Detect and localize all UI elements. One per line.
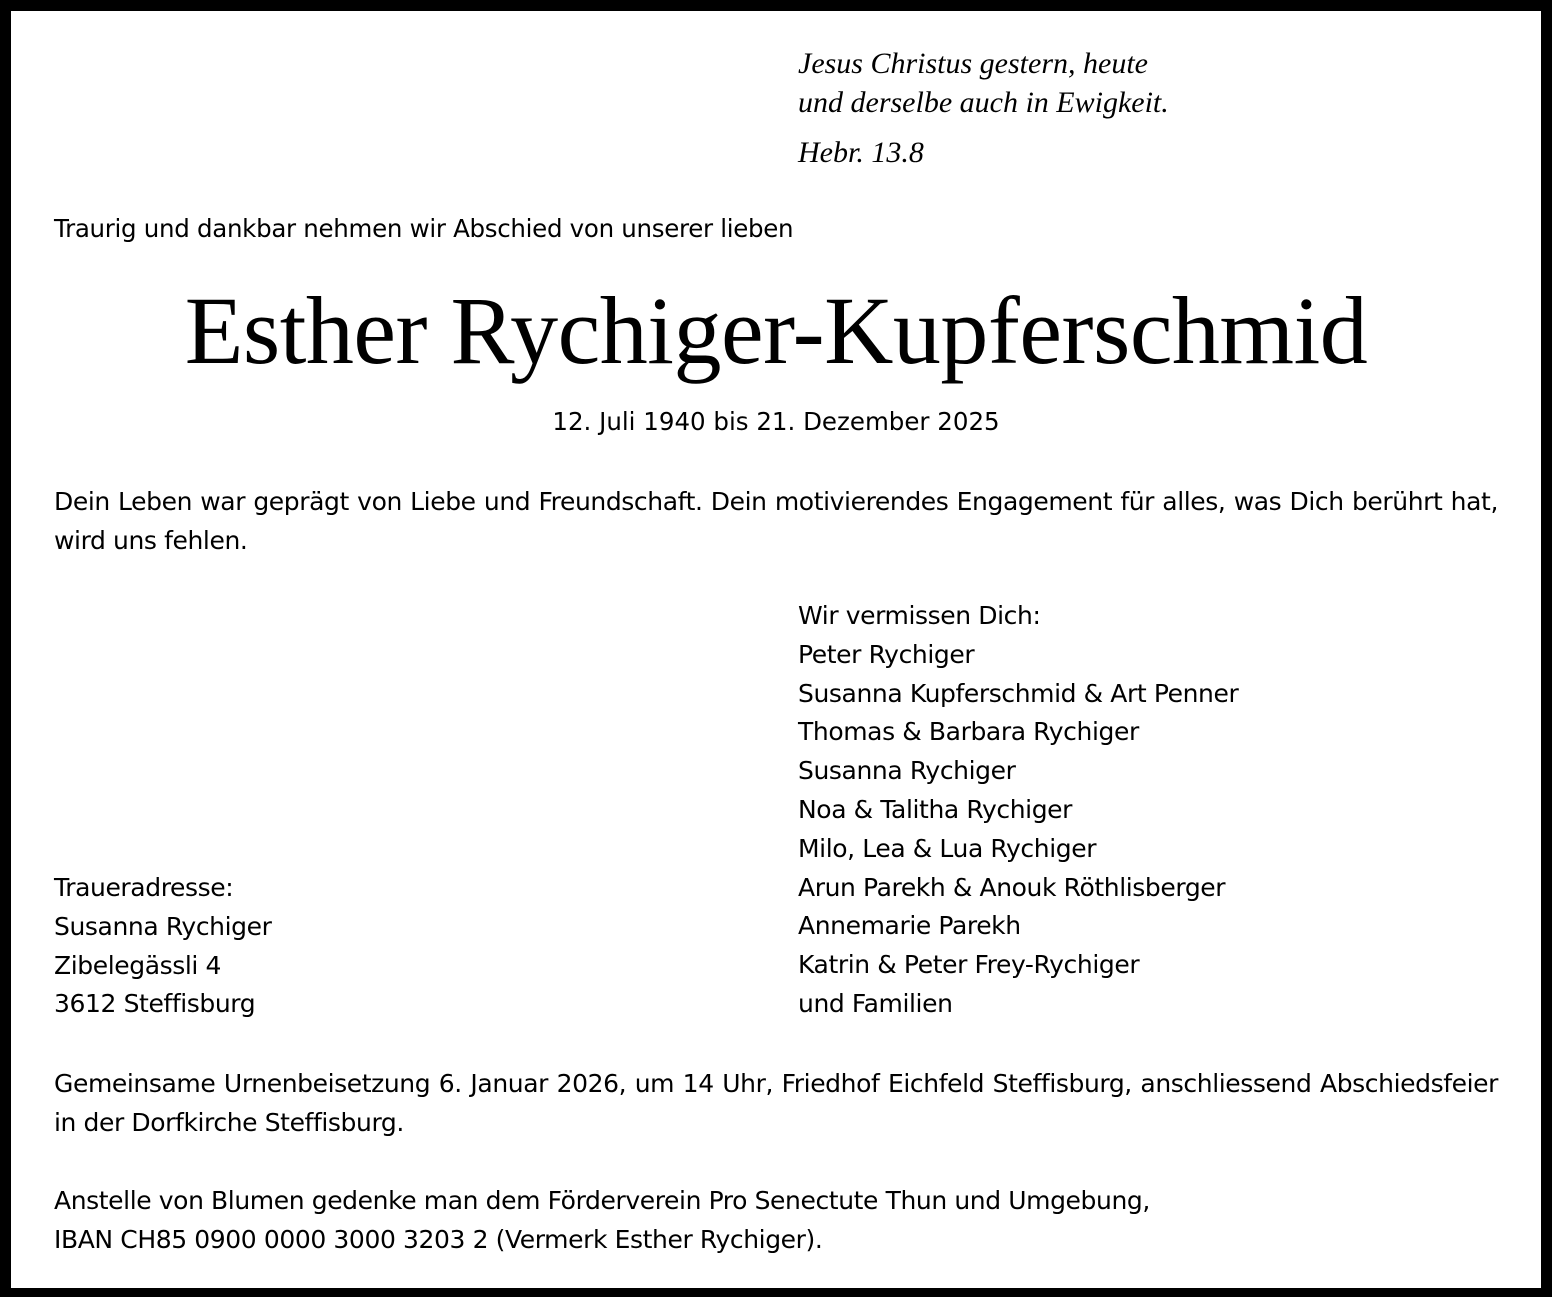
address-street: Zibelegässli 4 bbox=[54, 950, 222, 980]
address-name: Susanna Rychiger bbox=[54, 911, 272, 941]
mourner-name: Annemarie Parekh bbox=[798, 911, 1021, 941]
verse-reference: Hebr. 13.8 bbox=[798, 136, 924, 169]
tribute-text: Dein Leben war geprägt von Liebe und Freundschaft. Dein motivierendes Engagement für alles, was Dich berührt hat, wird uns fehlen. bbox=[54, 487, 1498, 555]
mourner-name: Susanna Rychiger bbox=[798, 756, 1016, 786]
life-dates: 12. Juli 1940 bis 21. Dezember 2025 bbox=[552, 407, 1000, 436]
intro-text: Traurig und dankbar nehmen wir Abschied von unserer lieben bbox=[54, 214, 794, 243]
address-heading: Traueradresse: bbox=[54, 873, 234, 902]
address-city: 3612 Steffisburg bbox=[54, 989, 256, 1019]
donation-iban: IBAN CH85 0900 0000 3000 3203 2 (Vermerk Esther Rychiger). bbox=[54, 1225, 823, 1254]
mourning-address bbox=[54, 869, 271, 1024]
mourner-name: Susanna Kupferschmid & Art Penner bbox=[798, 678, 1239, 708]
mourner-name: Peter Rychiger bbox=[798, 639, 975, 669]
ceremony-text: Gemeinsame Urnenbeisetzung 6. Januar 2026, um 14 Uhr, Friedhof Eichfeld Steffisburg, anschliessend Abschiedsfeier in der Dorfkirche Steffisburg. bbox=[54, 1069, 1498, 1137]
donation-line-1: Anstelle von Blumen gedenke man dem Förderverein Pro Senectute Thun und Umgebung, bbox=[54, 1186, 1150, 1215]
mourner-name: Milo, Lea & Lua Rychiger bbox=[798, 833, 1097, 863]
mourner-name: Noa & Talitha Rychiger bbox=[798, 794, 1073, 824]
mourners-heading: Wir vermissen Dich: bbox=[798, 601, 1041, 630]
mourner-name: Arun Parekh & Anouk Röthlisberger bbox=[798, 872, 1226, 902]
donation-text bbox=[54, 1181, 1150, 1259]
mourner-name: Katrin & Peter Frey-Rychiger bbox=[798, 950, 1140, 980]
verse-line-2: und derselbe auch in Ewigkeit. bbox=[798, 86, 1169, 119]
deceased-name: Esther Rychiger-Kupferschmid bbox=[184, 277, 1368, 384]
bible-verse bbox=[798, 44, 1169, 172]
mourner-name: und Familien bbox=[798, 988, 953, 1018]
mourners-list bbox=[798, 597, 1238, 1024]
verse-line-1: Jesus Christus gestern, heute bbox=[798, 47, 1148, 80]
mourner-name: Thomas & Barbara Rychiger bbox=[798, 717, 1139, 747]
